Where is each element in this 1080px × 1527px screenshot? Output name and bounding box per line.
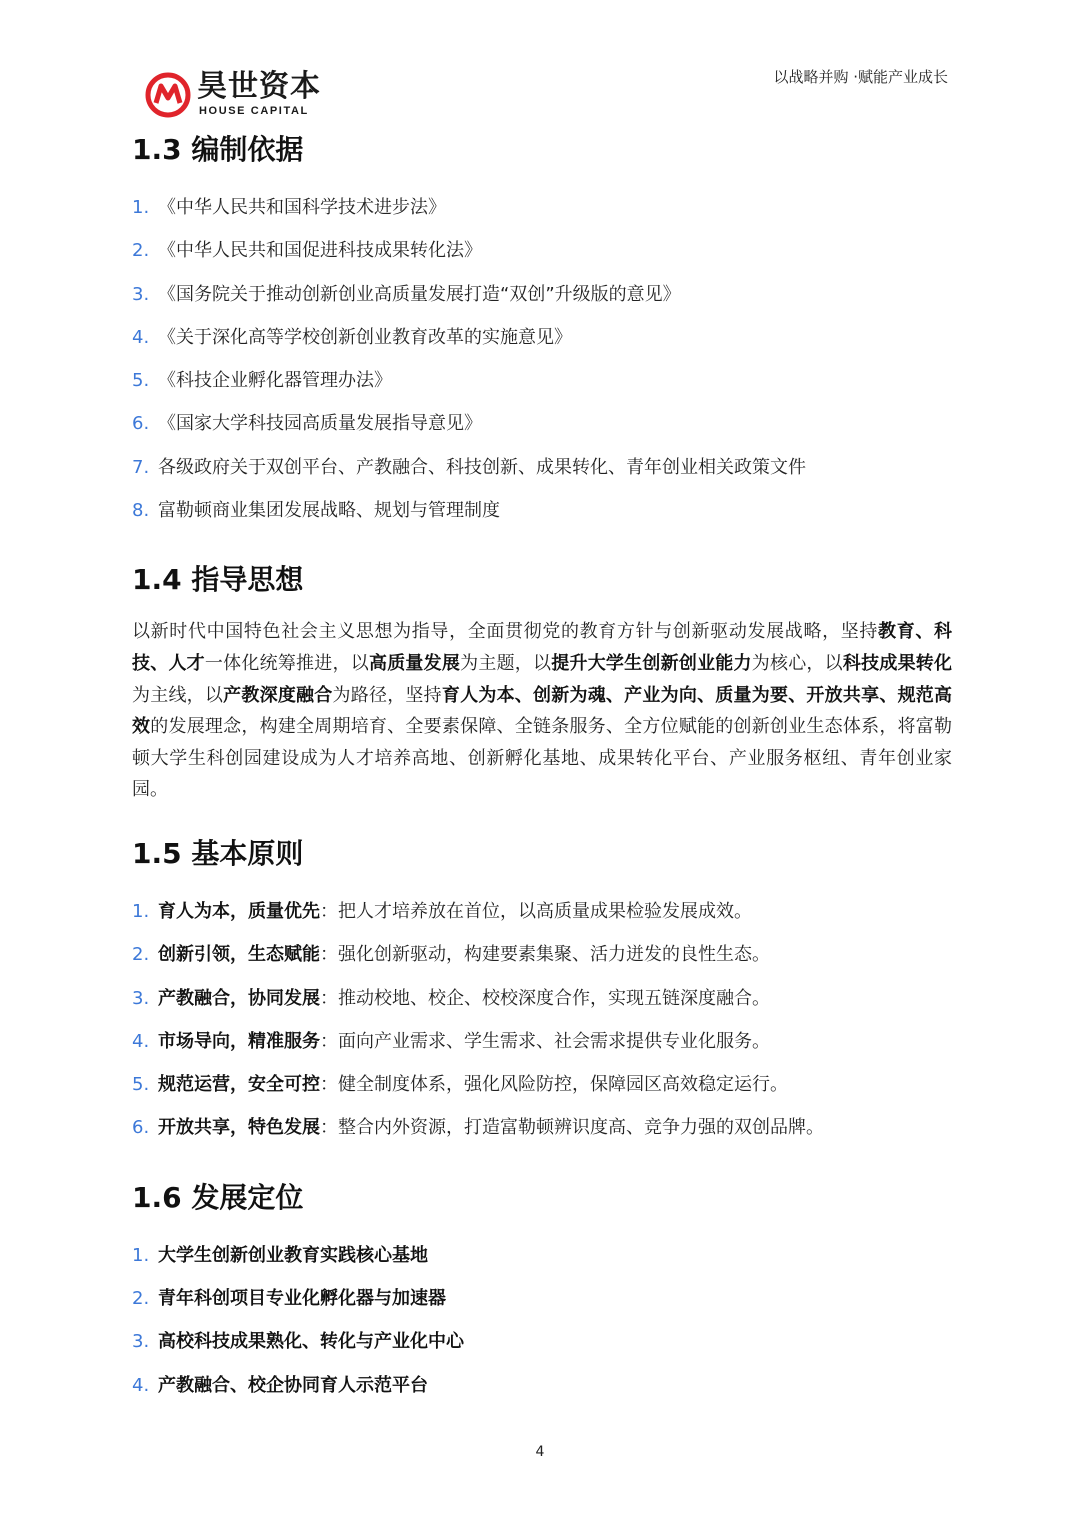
list-item — [132, 446, 952, 489]
list-number: 3. — [132, 283, 150, 305]
list-number: 2. — [132, 1288, 150, 1310]
principle-desc: ：把人才培养放在首位，以高质量成果检验发展成效。 — [320, 900, 752, 922]
section-title-1-4: 1.4 指导思想 — [132, 563, 304, 597]
list-item — [132, 933, 952, 976]
list-item — [132, 1020, 952, 1063]
page-content — [132, 128, 952, 1407]
principle-name: 市场导向，精准服务 — [158, 1030, 320, 1052]
list-item — [132, 1364, 952, 1407]
principles-list — [132, 890, 952, 1150]
basis-list — [132, 186, 952, 532]
list-number: 8. — [132, 500, 150, 522]
list-text: 《中华人民共和国科学技术进步法》 — [158, 197, 446, 218]
list-item — [132, 229, 952, 272]
list-number: 3. — [132, 1331, 150, 1353]
list-item — [132, 273, 952, 316]
list-item — [132, 1277, 952, 1320]
header-tagline: 以战略并购 ·赋能产业成长 — [773, 68, 948, 86]
emphasis-run: 产教深度融合 — [223, 684, 333, 706]
emphasis-run: 提升大学生创新创业能力 — [551, 652, 752, 674]
list-number: 4. — [132, 326, 150, 348]
list-number: 5. — [132, 1074, 150, 1096]
list-text: 各级政府关于双创平台、产教融合、科技创新、成果转化、青年创业相关政策文件 — [158, 456, 806, 478]
list-number: 6. — [132, 1117, 150, 1139]
list-number: 2. — [132, 944, 150, 966]
list-number: 1. — [132, 197, 150, 218]
list-number: 3. — [132, 987, 150, 1009]
list-number: 1. — [132, 1244, 150, 1266]
list-number: 1. — [132, 900, 150, 922]
logo-english-name: HOUSE CAPITAL — [199, 105, 309, 117]
list-item — [132, 489, 952, 532]
list-number: 7. — [132, 456, 150, 478]
principle-name: 育人为本，质量优先 — [158, 900, 320, 922]
text-run: 为主题，以 — [460, 652, 552, 674]
text-run: 为核心，以 — [751, 652, 843, 674]
section-title-1-3: 1.3 编制依据 — [132, 133, 304, 166]
principle-desc: ：推动校地、校企、校校深度合作，实现五链深度融合。 — [320, 987, 770, 1009]
list-text: 《科技企业孵化器管理办法》 — [158, 370, 392, 392]
positioning-text: 产教融合、校企协同育人示范平台 — [158, 1374, 428, 1396]
list-item — [132, 402, 952, 445]
principle-name: 开放共享，特色发展 — [158, 1117, 320, 1139]
house-capital-logo — [145, 68, 321, 120]
list-item — [132, 1063, 952, 1106]
list-number: 4. — [132, 1374, 150, 1396]
list-item — [132, 359, 952, 402]
principle-desc: ：整合内外资源，打造富勒顿辨识度高、竞争力强的双创品牌。 — [320, 1117, 824, 1139]
list-item — [132, 977, 952, 1020]
principle-desc: ：强化创新驱动，构建要素集聚、活力迸发的良性生态。 — [320, 944, 770, 966]
text-run: 的发展理念，构建全周期培育、全要素保障、全链条服务、全方位赋能的创新创业生态体系，将富勒顿大学生科创园建设成为人才培养高地、创新孵化基地、成果转化平台、产业服务枢纽、青年创业家园。 — [132, 716, 953, 801]
emphasis-run: 育人为本、创新为魂、产业为向、质量为要、开放共享、规范高效 — [132, 684, 953, 738]
positioning-list — [132, 1234, 952, 1407]
emphasis-run: 高质量发展 — [368, 652, 461, 674]
page-number: 4 — [535, 1444, 545, 1460]
text-run: 为主线，以 — [132, 684, 224, 706]
list-text: 《中华人民共和国促进科技成果转化法》 — [158, 240, 482, 262]
list-item — [132, 1320, 952, 1363]
list-number: 2. — [132, 240, 150, 262]
text-run: 一体化统筹推进，以 — [204, 652, 369, 674]
principle-name: 创新引领，生态赋能 — [158, 944, 320, 966]
positioning-text: 高校科技成果熟化、转化与产业化中心 — [158, 1331, 464, 1353]
list-item — [132, 890, 952, 933]
list-number: 4. — [132, 1030, 150, 1052]
section-title-1-6: 1.6 发展定位 — [132, 1180, 304, 1214]
logo-mark-icon — [145, 72, 191, 118]
principle-name: 规范运营，安全可控 — [158, 1074, 320, 1096]
logo-chinese-name: 昊世资本 — [197, 69, 321, 104]
emphasis-run: 科技成果转化 — [842, 652, 953, 674]
principle-desc: ：面向产业需求、学生需求、社会需求提供专业化服务。 — [320, 1030, 770, 1052]
principle-desc: ：健全制度体系，强化风险防控，保障园区高效稳定运行。 — [320, 1074, 788, 1096]
list-number: 6. — [132, 413, 150, 435]
list-item — [132, 1106, 952, 1149]
list-item — [132, 1234, 952, 1277]
text-run: 以新时代中国特色社会主义思想为指导，全面贯彻党的教育方针与创新驱动发展战略，坚持 — [132, 621, 879, 643]
list-item — [132, 316, 952, 359]
list-item — [132, 186, 952, 229]
list-text: 《关于深化高等学校创新创业教育改革的实施意见》 — [158, 326, 572, 348]
text-run: 为路径，坚持 — [332, 684, 442, 706]
list-text: 《国务院关于推动创新创业高质量发展打造“双创”升级版的意见》 — [158, 283, 681, 305]
emphasis-run: 教育、科技、人才 — [132, 621, 953, 674]
principle-name: 产教融合，协同发展 — [158, 987, 320, 1009]
positioning-text: 青年科创项目专业化孵化器与加速器 — [158, 1288, 446, 1310]
list-number: 5. — [132, 370, 150, 392]
page-header — [0, 0, 1080, 120]
section-title-1-5: 1.5 基本原则 — [132, 836, 304, 870]
list-text: 《国家大学科技园高质量发展指导意见》 — [158, 413, 482, 435]
guiding-ideology-paragraph — [132, 616, 952, 806]
positioning-text: 大学生创新创业教育实践核心基地 — [158, 1244, 428, 1266]
list-text: 富勒顿商业集团发展战略、规划与管理制度 — [158, 500, 500, 522]
